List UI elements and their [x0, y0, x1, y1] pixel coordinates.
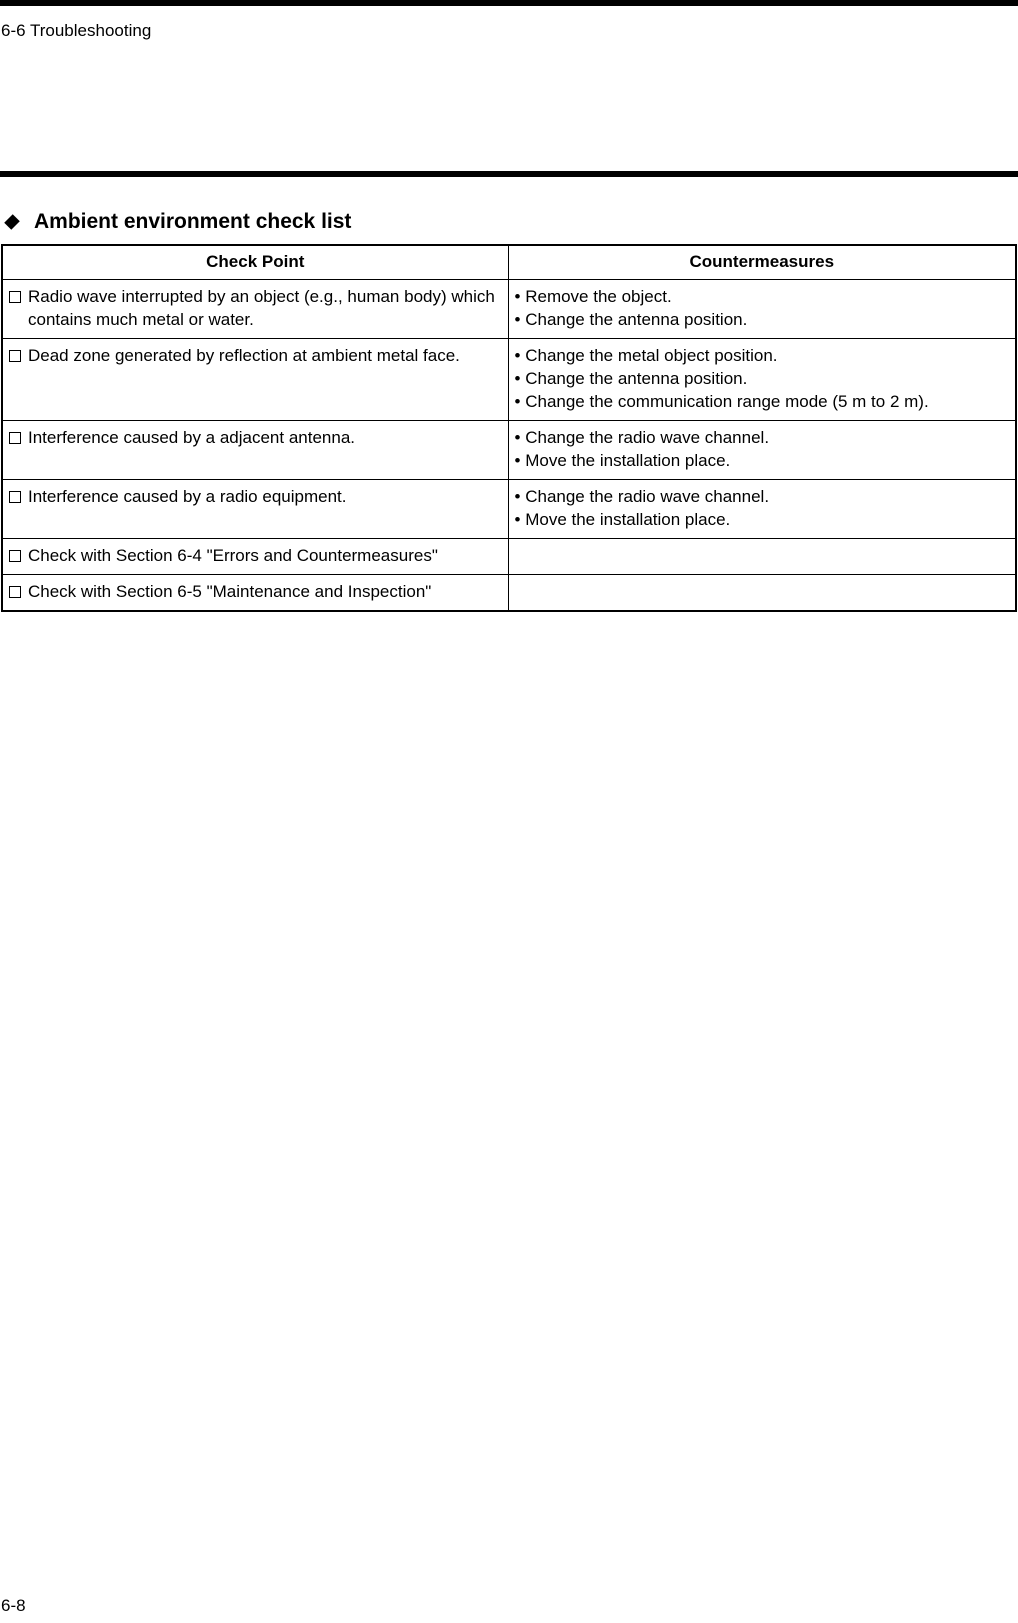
table-row	[2, 575, 1016, 612]
check-point-text: Interference caused by a radio equipment.	[28, 487, 347, 506]
countermeasure-item: • Change the metal object position.	[514, 346, 778, 365]
countermeasure-item: • Change the antenna position.	[514, 310, 748, 329]
table-row	[2, 539, 1016, 575]
top-rule	[0, 0, 1018, 6]
checkbox-icon	[9, 432, 21, 444]
countermeasures-cell	[508, 480, 1016, 539]
check-point-cell	[2, 339, 508, 421]
table-row	[2, 339, 1016, 421]
countermeasures-cell	[508, 421, 1016, 480]
checkbox-icon	[9, 350, 21, 362]
section-heading	[5, 209, 351, 235]
countermeasure-item: • Change the communication range mode (5 m to 2 m).	[514, 392, 929, 411]
checkbox-icon	[9, 586, 21, 598]
page-number: 6-8	[1, 1596, 26, 1615]
countermeasure-item: • Move the installation place.	[514, 451, 731, 470]
check-point-cell	[2, 575, 508, 612]
check-item	[9, 344, 502, 367]
countermeasure-item: • Change the antenna position.	[514, 369, 748, 388]
countermeasures-cell	[508, 280, 1016, 339]
checkbox-icon	[9, 550, 21, 562]
countermeasure-item: • Remove the object.	[514, 287, 672, 306]
countermeasures-cell	[508, 339, 1016, 421]
check-item	[9, 426, 502, 449]
table-row	[2, 480, 1016, 539]
countermeasures-cell	[508, 575, 1016, 612]
column-header-countermeasures: Countermeasures	[508, 245, 1016, 280]
table-row	[2, 280, 1016, 339]
section-rule	[0, 171, 1018, 177]
check-point-text: Dead zone generated by reflection at ambient metal face.	[28, 346, 460, 365]
check-point-cell	[2, 280, 508, 339]
check-item	[9, 485, 502, 508]
countermeasure-item: • Change the radio wave channel.	[514, 428, 770, 447]
check-point-cell	[2, 421, 508, 480]
countermeasure-item: • Change the radio wave channel.	[514, 487, 770, 506]
check-item	[9, 544, 502, 567]
column-header-check-point: Check Point	[2, 245, 508, 280]
countermeasures-cell	[508, 539, 1016, 575]
table-body	[2, 280, 1016, 612]
diamond-bullet-icon	[4, 214, 20, 230]
check-item	[9, 580, 502, 603]
table-row	[2, 421, 1016, 480]
check-point-text: Interference caused by a adjacent antenna.	[28, 428, 356, 447]
check-point-cell	[2, 539, 508, 575]
ambient-environment-checklist-table	[1, 244, 1017, 612]
checkbox-icon	[9, 491, 21, 503]
check-item	[9, 285, 502, 331]
check-point-text: Radio wave interrupted by an object (e.g., human body) which contains much metal or water.	[28, 287, 495, 329]
table-header-row	[2, 245, 1016, 280]
section-heading-text: Ambient environment check list	[34, 210, 352, 233]
check-point-cell	[2, 480, 508, 539]
check-point-text: Check with Section 6-4 "Errors and Countermeasures"	[28, 546, 438, 565]
running-header: 6-6 Troubleshooting	[1, 21, 152, 40]
checkbox-icon	[9, 291, 21, 303]
check-point-text: Check with Section 6-5 "Maintenance and Inspection"	[28, 582, 432, 601]
countermeasure-item: • Move the installation place.	[514, 510, 731, 529]
